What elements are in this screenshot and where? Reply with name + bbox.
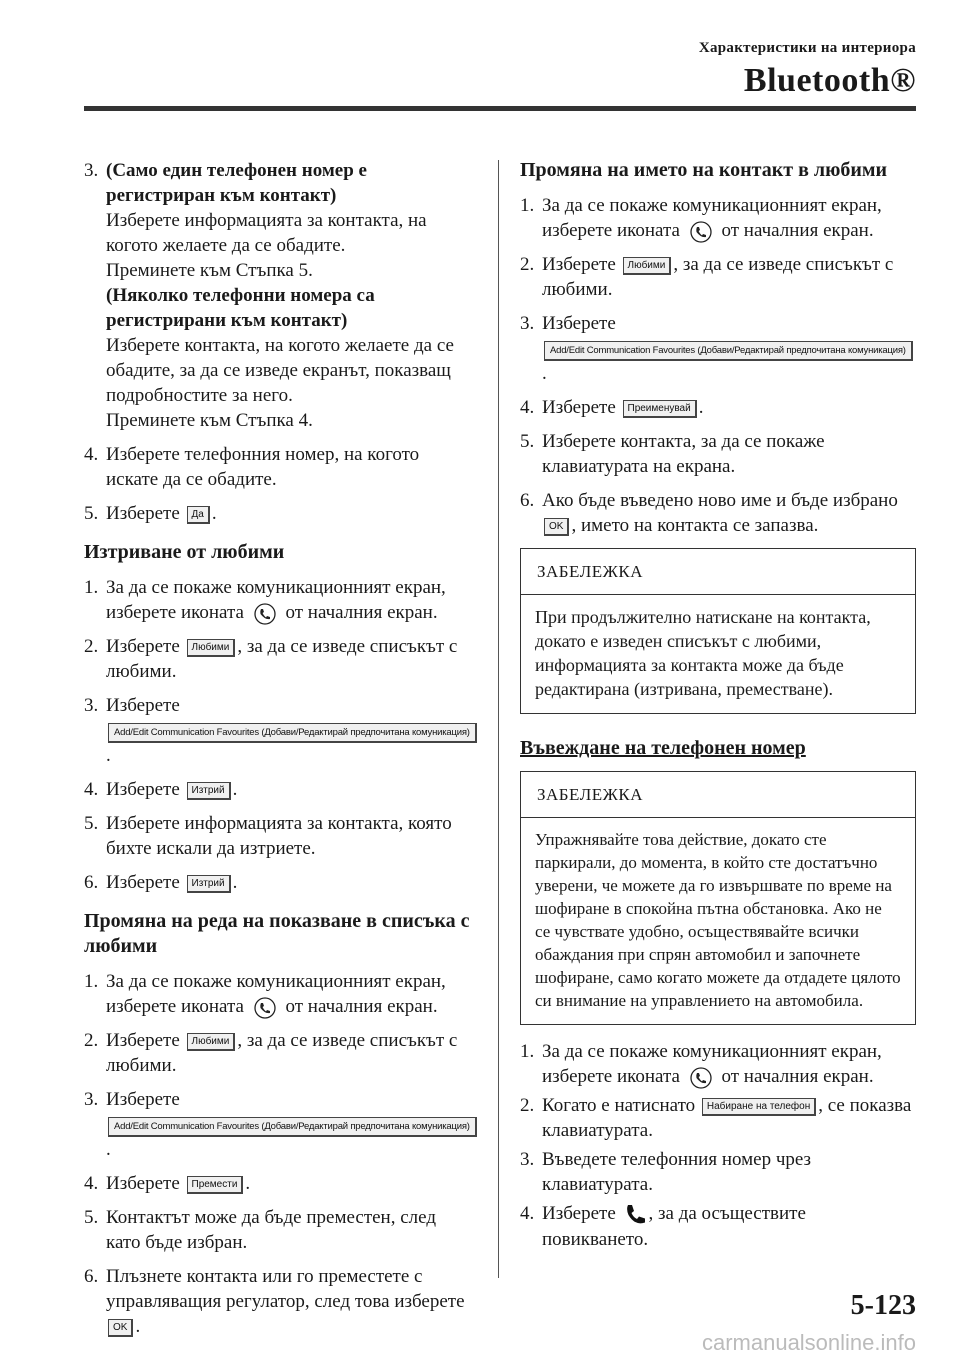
enter-number-heading: Въвеждане на телефонен номер xyxy=(520,737,806,759)
rename-step-3: 3. Изберете Add/Edit Communication Favourites (Добави/Редактирай предпочитана комуникация). xyxy=(520,311,916,386)
rename-step-1: 1. За да се покаже комуникационният екран, изберете иконата от началния екран. xyxy=(520,195,882,241)
step-text: Изберете телефонния номер, на когото искате да се обадите. xyxy=(106,444,420,490)
delete-step-4: 4. Изберете Изтрий . xyxy=(84,779,238,800)
reorder-step-6: 6. Плъзнете контакта или го преместете с управляващия регулатор, след това изберете OK . xyxy=(84,1266,465,1337)
dial-phone-button[interactable]: Набиране на телефон xyxy=(702,1098,816,1116)
favorites-button[interactable]: Любими xyxy=(187,639,236,657)
communication-icon[interactable] xyxy=(254,997,276,1019)
rename-step-2: 2. Изберете Любими , за да се изведе списъкът с любими. xyxy=(520,254,894,300)
add-edit-favourites-button[interactable]: Add/Edit Communication Favourites (Добави/Редактирай предпочитана комуникация) xyxy=(108,1117,477,1137)
step-3: 3. (Само един телефонен номер е регистриран към контакт) Изберете информацията за контакта, на когото желаете да се обадите. Преминете към Стъпка 5. (Няколко телефонни номера са регистрирани към контакт) Изберете контакта, на когото желаете да се обадите, за да се изведе екранът, показващ подробностите за него. Преминете към Стъпка 4. xyxy=(84,158,474,433)
delete-button[interactable]: Изтрий xyxy=(187,782,231,800)
enter-step-3: 3. Въведете телефонния номер чрез клавиатурата. xyxy=(520,1149,812,1195)
delete-button[interactable]: Изтрий xyxy=(187,875,231,893)
add-edit-favourites-button[interactable]: Add/Edit Communication Favourites (Добави/Редактирай предпочитана комуникация) xyxy=(544,341,913,361)
enter-step-2: 2. Когато е натиснато Набиране на телефон , се показва клавиатурата. xyxy=(520,1095,912,1141)
favorites-button[interactable]: Любими xyxy=(623,257,672,275)
enter-step-1: 1. За да се покаже комуникационният екран, изберете иконата от началния екран. xyxy=(520,1041,882,1087)
reorder-step-5: 5. Контактът може да бъде преместен, след като бъде избран. xyxy=(84,1207,436,1253)
step-text: Изберете информацията за контакта, на когото желаете да се обадите. xyxy=(106,210,427,256)
column-divider xyxy=(498,160,499,1278)
left-column xyxy=(84,158,474,1348)
step-text: Изберете контакта, на когото желаете да се обадите, за да се изведе екранът, показващ подробностите за него. xyxy=(106,335,454,406)
ok-button[interactable]: OK xyxy=(108,1319,133,1337)
single-number-condition: (Само един телефонен номер е регистриран към контакт) xyxy=(106,160,367,206)
yes-button[interactable]: Да xyxy=(187,506,210,524)
add-edit-favourites-button[interactable]: Add/Edit Communication Favourites (Добави/Редактирай предпочитана комуникация) xyxy=(108,723,477,743)
step-5: 5. Изберете Да . xyxy=(84,503,217,524)
reorder-favorites-heading: Промяна на реда на показване в списъка с любими xyxy=(84,910,470,957)
communication-icon[interactable] xyxy=(690,221,712,243)
rename-step-6: 6. Ако бъде въведено ново име и бъде избрано OK , името на контакта се запазва. xyxy=(520,490,898,536)
communication-icon[interactable] xyxy=(690,1067,712,1089)
delete-step-3: 3. Изберете Add/Edit Communication Favourites (Добави/Редактирай предпочитана комуникация). xyxy=(84,693,474,768)
goto-text: Преминете към Стъпка 4. xyxy=(106,410,313,431)
reorder-step-4: 4. Изберете Премести . xyxy=(84,1173,251,1194)
delete-step-5: 5. Изберете информацията за контакта, която бихте искали да изтриете. xyxy=(84,813,452,859)
rename-step-5: 5. Изберете контакта, за да се покаже клавиатурата на екрана. xyxy=(520,431,825,477)
step-4: 4. Изберете телефонния номер, на когото искате да се обадите. xyxy=(84,442,474,492)
move-button[interactable]: Премести xyxy=(187,1176,244,1194)
reorder-step-2: 2. Изберете Любими , за да се изведе списъкът с любими. xyxy=(84,1030,458,1076)
note-body: Упражнявайте това действие, докато сте паркирали, до момента, в който сте достатъчно уверени, че можете да го извършвате по време на шофиране в спокойна пътна обстановка. Ако не се чувствате удобно, осъществявайте всички обаждания при спрян автомобил и започнете шофиране, само когато можете да отдадете цялото си внимание на управлението на автомобила. xyxy=(535,830,901,1010)
header-rule xyxy=(84,106,916,111)
rename-contact-heading: Промяна на името на контакт в любими xyxy=(520,159,888,181)
reorder-step-3: 3. Изберете Add/Edit Communication Favourites (Добави/Редактирай предпочитана комуникация). xyxy=(84,1087,474,1162)
right-column xyxy=(520,158,916,1261)
page-number: 5-123 xyxy=(850,1290,916,1321)
note-box xyxy=(520,548,916,714)
note-title: ЗАБЕЛЕЖКА xyxy=(521,772,915,818)
delete-step-6: 6. Изберете Изтрий . xyxy=(84,872,238,893)
note-box xyxy=(520,771,916,1025)
ok-button[interactable]: OK xyxy=(544,518,569,536)
delete-step-2: 2. Изберете Любими , за да се изведе списъкът с любими. xyxy=(84,636,458,682)
rename-button[interactable]: Преименувай xyxy=(623,400,697,418)
reorder-step-1: 1. За да се покаже комуникационният екран, изберете иконата от началния екран. xyxy=(84,971,446,1017)
note-title: ЗАБЕЛЕЖКА xyxy=(521,549,915,595)
rename-step-4: 4. Изберете Преименувай . xyxy=(520,397,704,418)
call-icon[interactable] xyxy=(623,1203,647,1227)
section-title: Характеристики на интериора xyxy=(698,40,916,56)
note-body: При продължително натискане на контакта, докато е изведен списъкът с любими, информацията за контакта може да бъде редактирана (изтривана, преместване). xyxy=(535,607,871,699)
delete-favorites-heading: Изтриване от любими xyxy=(84,541,285,563)
delete-step-1: 1. За да се покаже комуникационният екран, изберете иконата от началния екран. xyxy=(84,577,446,623)
enter-step-4: 4. Изберете , за да осъществите повикването. xyxy=(520,1203,806,1250)
multiple-numbers-condition: (Няколко телефонни номера са регистрирани към контакт) xyxy=(106,285,375,331)
favorites-button[interactable]: Любими xyxy=(187,1033,236,1051)
chapter-title: Bluetooth® xyxy=(743,62,916,99)
goto-text: Преминете към Стъпка 5. xyxy=(106,260,313,281)
watermark: carmanualsonline.info xyxy=(701,1330,916,1355)
communication-icon[interactable] xyxy=(254,603,276,625)
